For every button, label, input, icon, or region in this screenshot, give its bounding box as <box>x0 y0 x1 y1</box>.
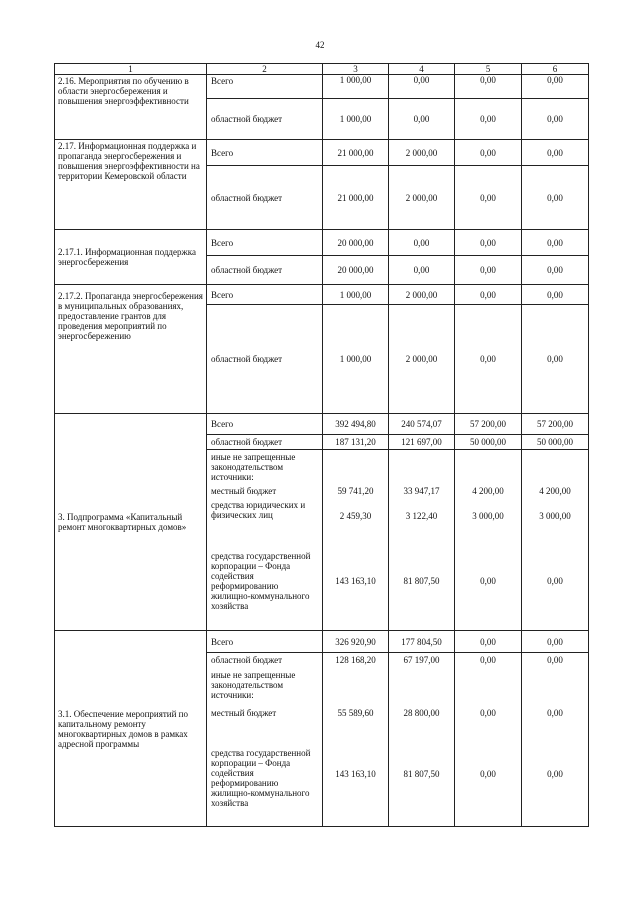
funding-source: Всего <box>207 631 323 653</box>
value-cell: 0,00 <box>522 653 589 668</box>
funding-source: средства юридических и физических лиц <box>207 499 323 533</box>
value-cell: 0,00 <box>389 230 455 256</box>
funding-source: Всего <box>207 140 323 166</box>
activity-name: 2.17. Информационная поддержка и пропаганда энергосбережения и повышения энергоэффективности на территории Кемеровской области <box>55 140 207 230</box>
value-cell: 143 163,10 <box>323 723 389 827</box>
table-row <box>55 75 589 99</box>
value-cell: 177 804,50 <box>389 631 455 653</box>
funding-source: областной бюджет <box>207 99 323 140</box>
table-row <box>55 140 589 166</box>
value-cell <box>323 450 389 484</box>
value-cell: 3 000,00 <box>455 499 522 533</box>
value-cell: 187 131,20 <box>323 435 389 450</box>
value-cell: 0,00 <box>522 99 589 140</box>
value-cell: 0,00 <box>455 305 522 414</box>
value-cell: 81 807,50 <box>389 723 455 827</box>
value-cell: 67 197,00 <box>389 653 455 668</box>
funding-source: Всего <box>207 75 323 99</box>
value-cell: 55 589,60 <box>323 703 389 723</box>
value-cell: 1 000,00 <box>323 285 389 305</box>
activity-name: 3.1. Обеспечение мероприятий по капитальному ремонту многоквартирных домов в рамках адресной программы <box>55 631 207 827</box>
value-cell: 0,00 <box>389 256 455 285</box>
value-cell: 20 000,00 <box>323 256 389 285</box>
value-cell: 0,00 <box>389 99 455 140</box>
value-cell: 21 000,00 <box>323 166 389 230</box>
value-cell: 121 697,00 <box>389 435 455 450</box>
value-cell: 57 200,00 <box>455 414 522 435</box>
value-cell <box>522 450 589 484</box>
funding-source: иные не запрещенные законодательством источники: <box>207 668 323 703</box>
header-cell: 4 <box>389 64 455 75</box>
table-row <box>55 414 589 435</box>
value-cell: 0,00 <box>522 75 589 99</box>
value-cell: 1 000,00 <box>323 99 389 140</box>
activity-name: 2.16. Мероприятия по обучению в области энергосбережения и повышения энергоэффективности <box>55 75 207 140</box>
funding-source: областной бюджет <box>207 435 323 450</box>
value-cell: 143 163,10 <box>323 533 389 631</box>
value-cell: 0,00 <box>455 75 522 99</box>
value-cell: 28 800,00 <box>389 703 455 723</box>
value-cell: 81 807,50 <box>389 533 455 631</box>
value-cell: 240 574,07 <box>389 414 455 435</box>
value-cell: 0,00 <box>522 723 589 827</box>
value-cell: 1 000,00 <box>323 75 389 99</box>
value-cell: 0,00 <box>455 140 522 166</box>
value-cell: 0,00 <box>522 631 589 653</box>
funding-source: иные не запрещенные законодательством источники: <box>207 450 323 484</box>
funding-source: средства государственной корпорации – Фонда содействия реформированию жилищно-коммунального хозяйства <box>207 533 323 631</box>
value-cell <box>522 668 589 703</box>
value-cell: 0,00 <box>522 230 589 256</box>
header-cell: 6 <box>522 64 589 75</box>
funding-source: областной бюджет <box>207 653 323 668</box>
activity-name: 3. Подпрограмма «Капитальный ремонт многоквартирных домов» <box>55 414 207 631</box>
value-cell: 33 947,17 <box>389 484 455 499</box>
value-cell: 50 000,00 <box>522 435 589 450</box>
header-cell: 5 <box>455 64 522 75</box>
value-cell: 0,00 <box>522 305 589 414</box>
funding-source: местный бюджет <box>207 484 323 499</box>
value-cell: 0,00 <box>522 703 589 723</box>
table-row <box>55 631 589 653</box>
header-row <box>55 64 589 75</box>
funding-source: областной бюджет <box>207 166 323 230</box>
table-row <box>55 230 589 256</box>
activity-name: 2.17.1. Информационная поддержка энергосбережения <box>55 230 207 285</box>
value-cell: 0,00 <box>522 533 589 631</box>
funding-source: Всего <box>207 230 323 256</box>
value-cell: 57 200,00 <box>522 414 589 435</box>
value-cell: 0,00 <box>455 533 522 631</box>
funding-source: Всего <box>207 414 323 435</box>
value-cell <box>389 668 455 703</box>
value-cell <box>389 450 455 484</box>
value-cell: 0,00 <box>522 256 589 285</box>
value-cell: 0,00 <box>455 285 522 305</box>
value-cell: 128 168,20 <box>323 653 389 668</box>
funding-source: областной бюджет <box>207 305 323 414</box>
value-cell: 50 000,00 <box>455 435 522 450</box>
value-cell: 2 000,00 <box>389 285 455 305</box>
value-cell: 3 122,40 <box>389 499 455 533</box>
value-cell: 0,00 <box>455 99 522 140</box>
funding-source: местный бюджет <box>207 703 323 723</box>
value-cell: 0,00 <box>455 230 522 256</box>
table-row <box>55 285 589 305</box>
value-cell: 2 459,30 <box>323 499 389 533</box>
budget-table <box>54 63 589 827</box>
header-cell: 2 <box>207 64 323 75</box>
header-cell: 3 <box>323 64 389 75</box>
funding-source: Всего <box>207 285 323 305</box>
value-cell <box>455 668 522 703</box>
value-cell: 0,00 <box>389 75 455 99</box>
value-cell: 0,00 <box>522 285 589 305</box>
value-cell: 326 920,90 <box>323 631 389 653</box>
value-cell: 0,00 <box>455 653 522 668</box>
value-cell: 21 000,00 <box>323 140 389 166</box>
header-cell: 1 <box>55 64 207 75</box>
value-cell: 59 741,20 <box>323 484 389 499</box>
value-cell: 0,00 <box>455 723 522 827</box>
value-cell: 0,00 <box>455 631 522 653</box>
value-cell <box>455 450 522 484</box>
value-cell: 0,00 <box>455 166 522 230</box>
value-cell: 1 000,00 <box>323 305 389 414</box>
funding-source: средства государственной корпорации – Фонда содействия реформированию жилищно-коммунального хозяйства <box>207 723 323 827</box>
value-cell: 0,00 <box>522 140 589 166</box>
value-cell <box>323 668 389 703</box>
value-cell: 4 200,00 <box>522 484 589 499</box>
value-cell: 4 200,00 <box>455 484 522 499</box>
value-cell: 2 000,00 <box>389 140 455 166</box>
value-cell: 0,00 <box>455 256 522 285</box>
value-cell: 0,00 <box>522 166 589 230</box>
value-cell: 3 000,00 <box>522 499 589 533</box>
funding-source: областной бюджет <box>207 256 323 285</box>
page-number: 42 <box>315 40 325 50</box>
activity-name: 2.17.2. Пропаганда энергосбережения в муниципальных образованиях, предоставление грантов для проведения мероприятий по энергосбережению <box>55 285 207 414</box>
value-cell: 392 494,80 <box>323 414 389 435</box>
value-cell: 0,00 <box>455 703 522 723</box>
value-cell: 2 000,00 <box>389 166 455 230</box>
value-cell: 2 000,00 <box>389 305 455 414</box>
value-cell: 20 000,00 <box>323 230 389 256</box>
